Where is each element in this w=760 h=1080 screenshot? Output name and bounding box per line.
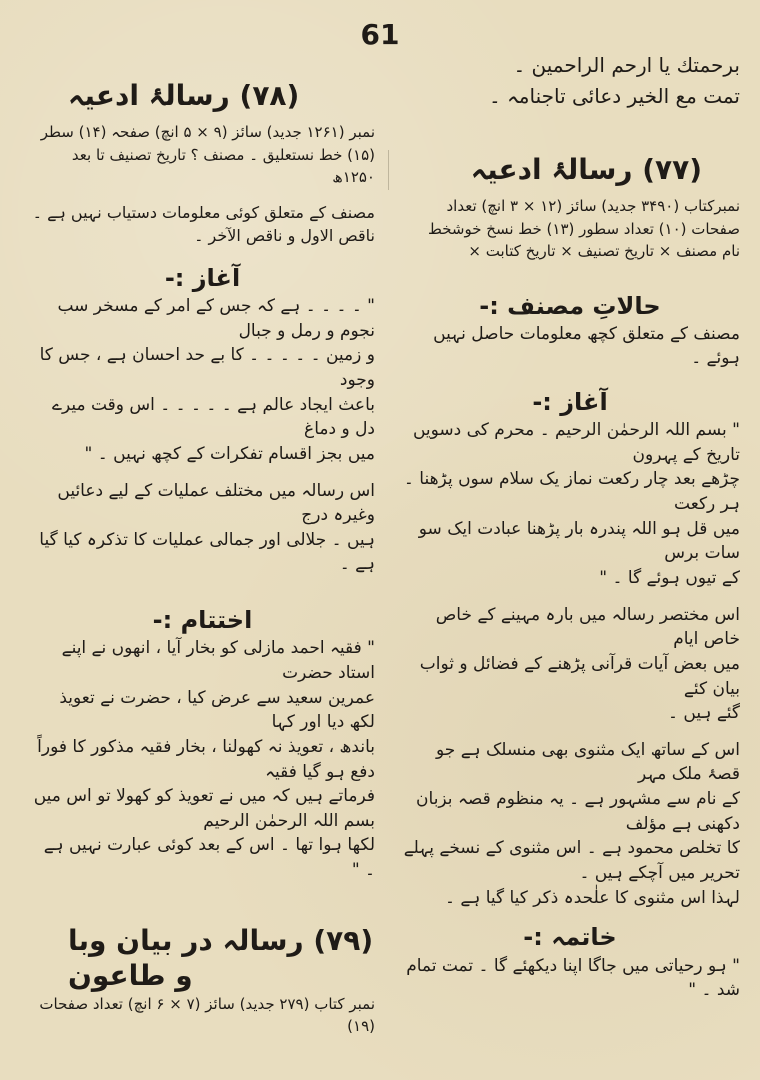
right-desc1-line-2: میں بعض آیات قرآنی پڑھنے کے فضائل و ثواب بیان کئے [419, 653, 740, 699]
left-next-meta: نمبر کتاب (۲۷۹ جدید) سائز (۷ × ۶ انچ) تعداد صفحات (۱۹) [39, 994, 375, 1036]
top-line-1: برحمتك يا ارحم الراحمين ۔ [513, 53, 740, 77]
right-column [400, 50, 740, 1062]
right-meta-line-1: نمبرکتاب (۳۴۹۰ جدید) سائز (۱۲ × ۳ انچ) تعداد [446, 197, 740, 215]
right-end-text: " ہو رحیاتی میں جاگا اپنا دیکھئے گا ۔ تمت تمام شد ۔ " [406, 955, 740, 1001]
left-author-note: مصنف کے متعلق کوئی معلومات دستیاب نہیں ہے ۔ [32, 202, 375, 222]
left-meta-line-1: نمبر (۱۲۶۱ جدید) سائز (۹ × ۵ انچ) صفحہ (۱۴) سطر [40, 123, 375, 141]
top-line-2: تمت مع الخير دعائی تاجنامہ ۔ [488, 84, 740, 108]
right-start-line-3: میں قل ہو اللہ پندرہ بار پڑھنا عبادت ایک سو سات برس [418, 518, 740, 564]
right-meta-line-3: نام مصنف × تاریخ تصنیف × تاریخ کتابت × [468, 242, 740, 260]
left-start-heading: آغاز :- [164, 263, 241, 292]
right-desc1-line-1: اس مختصر رسالہ میں بارہ مہینے کے خاص خاص ایام [435, 604, 740, 650]
right-start-text [400, 418, 740, 590]
right-author-heading: حالاتِ مصنف :- [479, 291, 661, 320]
left-loss-note: ناقص الاول و ناقص الآخر ۔ [194, 225, 375, 245]
left-column [30, 50, 375, 1062]
right-desc2-line-2: کے نام سے مشہور ہے ۔ یہ منظوم قصہ بزبان دکھنی ہے مؤلف [416, 789, 740, 834]
left-end-line-2: عمرین سعید سے عرض کیا ، حضرت نے تعویذ لکھ دیا اور کہا [59, 687, 375, 733]
left-end-line-3: باندھ ، تعویذ نہ کھولنا ، بخار فقیہ مذکور کا فوراً دفع ہو گیا فقیہ [37, 736, 375, 782]
left-start-text [30, 294, 375, 466]
left-start-line-2: و زمین ۔ ۔ ۔ ۔ ۔ کا بے حد احسان ہے ، جس کا وجود [39, 345, 375, 390]
right-meta [400, 195, 740, 263]
left-title: (۷۸) رسالۂ ادعیہ [68, 79, 300, 112]
right-desc1-line-3: گئے ہیں ۔ [668, 703, 740, 724]
right-end-heading: خاتمہ :- [523, 923, 617, 952]
right-start-line-4: کے تیوں ہوئے گا ۔ " [599, 568, 740, 588]
left-desc-line-1: اس رسالہ میں مختلف عملیات کے لیے دعائیں وغیرہ درج [57, 480, 375, 526]
left-meta-line-2: (۱۵) خط نستعلیق ۔ مصنف ؟ تاریخ تصنیف تا بعد ۱۲۵۰ھ [71, 145, 375, 186]
right-title: (۷۷) رسالۂ ادعیہ [470, 153, 702, 186]
column-divider [388, 150, 389, 190]
left-end-text [30, 636, 375, 882]
left-end-line-5: لکھا ہوا تھا ۔ اس کے بعد کوئی عبارت نہیں ہے ۔ " [43, 835, 375, 881]
right-desc2-line-4: لہذا اس مثنوی کا علٰحدہ ذکر کیا گیا ہے ۔ [445, 887, 740, 908]
left-end-line-1: " فقیہ احمد مازلی کو بخار آیا ، انھوں نے اپنے استاد حضرت [61, 638, 375, 683]
top-lines [400, 50, 740, 112]
right-start-line-1: " بسم اللہ الرحمٰن الرحیم ۔ محرم کی دسویں تاریخ کے پہرون [412, 420, 740, 465]
right-start-line-2: چڑھے بعد چار رکعت نماز یک سلام سوں پڑھنا ۔ ہر رکعت [403, 469, 740, 515]
left-start-line-4: میں بجز اقسام تفکرات کے کچھ نہیں ۔ " [84, 443, 375, 464]
left-start-line-1: " ۔ ۔ ۔ ۔ ہے کہ جس کے امر کے مسخر سب نجوم و رمل و جبال [57, 296, 375, 341]
right-description-2 [400, 738, 740, 910]
right-author-text: مصنف کے متعلق کچھ معلومات حاصل نہیں ہوئے ۔ [433, 323, 740, 369]
right-start-heading: آغاز :- [532, 387, 608, 416]
right-description-1 [400, 603, 740, 726]
right-desc2-line-1: اس کے ساتھ ایک مثنوی بھی منسلک ہے جو قصۂ ملک مہر [436, 739, 740, 785]
left-description [30, 479, 375, 578]
left-meta [30, 121, 375, 189]
left-desc-line-2: ہیں ۔ جلالی اور جمالی عملیات کا تذکرہ کیا گیا ہے ۔ [39, 529, 375, 575]
right-desc2-line-3: کا تخلص محمود ہے ۔ اس مثنوی کے نسخے پہلے تحریر میں آچکے ہیں ۔ [403, 838, 740, 884]
right-meta-line-2: صفحات (۱۰) تعداد سطور (۱۳) خط نسخ خوشخط [427, 219, 740, 238]
left-end-line-4: فرماتے ہیں کہ میں نے تعویذ کو کھولا تو اس میں بسم اللہ الرحمٰن الرحیم [33, 786, 375, 831]
left-next-title: (۷۹) رسالہ در بیان وبا و طاعون [68, 923, 374, 992]
left-start-line-3: باعث ایجاد عالم ہے ۔ ۔ ۔ ۔ ۔ اس وقت میرے دل و دماغ [52, 394, 375, 440]
left-end-heading: اختتام :- [152, 606, 253, 635]
page-number: 61 [360, 18, 400, 51]
